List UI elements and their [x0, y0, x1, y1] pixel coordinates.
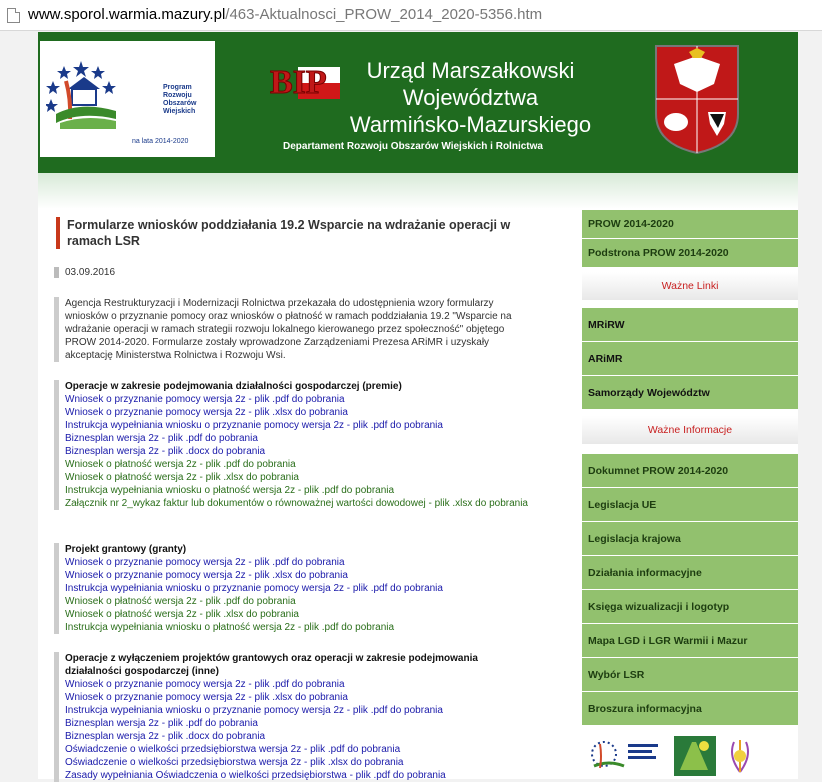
sidebar-item-samorzady[interactable]: Samorządy Województw: [582, 375, 798, 409]
download-link[interactable]: Biznesplan wersja 2z - plik .pdf do pobrania: [65, 433, 258, 444]
download-link[interactable]: Wniosek o płatność wersja 2z - plik .pdf do pobrania: [65, 459, 296, 470]
section-inne: [54, 652, 535, 782]
download-link[interactable]: Wniosek o przyznanie pomocy wersja 2z - plik .pdf do pobrania: [65, 679, 345, 690]
article-title: Formularze wniosków poddziałania 19.2 Wsparcie na wdrażanie operacji w ramach LSR: [56, 217, 537, 249]
download-link[interactable]: Wniosek o przyznanie pomocy wersja 2z - plik .xlsx do pobrania: [65, 407, 348, 418]
prow-logo-line: Program: [163, 84, 192, 91]
header-fade: [38, 173, 798, 209]
sidebar-item-arimr[interactable]: ARiMR: [582, 341, 798, 375]
sidebar-item-broszura[interactable]: Broszura informacyjna: [582, 691, 798, 725]
site-header: [38, 32, 798, 173]
page-icon: [7, 8, 20, 23]
partner-logos: [582, 732, 798, 779]
prow-small-logo[interactable]: [584, 736, 664, 776]
coat-of-arms-icon: [654, 44, 740, 155]
download-link[interactable]: Biznesplan wersja 2z - plik .docx do pobrania: [65, 731, 266, 742]
bip-logo[interactable]: [268, 57, 342, 109]
sidebar-heading-links: Ważne Linki: [582, 272, 798, 300]
download-link[interactable]: Zasady wypełniania Oświadczenia o wielkości przedsiębiorstwa - plik .pdf do pobrania: [65, 770, 446, 781]
download-link[interactable]: Instrukcja wypełniania wniosku o przyznanie pomocy wersja 2z - plik .pdf do pobrania: [65, 583, 443, 594]
download-link[interactable]: Wniosek o płatność wersja 2z - plik .pdf do pobrania: [65, 596, 296, 607]
bip-label: BIP: [270, 64, 327, 101]
section-granty: [54, 543, 535, 634]
department-name: Departament Rozwoju Obszarów Wiejskich i Rolnictwa: [283, 141, 543, 152]
section-heading: Operacje w zakresie podejmowania działalności gospodarczej (premie): [65, 381, 402, 392]
download-link[interactable]: Instrukcja wypełniania wniosku o przyznanie pomocy wersja 2z - plik .pdf do pobrania: [65, 705, 443, 716]
main-content: [38, 209, 582, 779]
address-bar[interactable]: [0, 0, 822, 31]
download-link[interactable]: Oświadczenie o wielkości przedsiębiorstwa wersja 2z - plik .xlsx do pobrania: [65, 757, 404, 768]
office-title-line: Urząd Marszałkowski: [366, 58, 575, 83]
sidebar-item-podstrona-prow[interactable]: Podstrona PROW 2014-2020: [582, 238, 798, 267]
sidebar-item-mrirw[interactable]: MRiRW: [582, 307, 798, 341]
download-link[interactable]: Wniosek o płatność wersja 2z - plik .xlsx do pobrania: [65, 472, 299, 483]
sidebar: [582, 209, 798, 779]
download-link[interactable]: Wniosek o przyznanie pomocy wersja 2z - plik .xlsx do pobrania: [65, 570, 348, 581]
download-link[interactable]: Oświadczenie o wielkości przedsiębiorstwa wersja 2z - plik .pdf do pobrania: [65, 744, 401, 755]
download-link[interactable]: Załącznik nr 2_wykaz faktur lub dokumentów o równoważnej wartości dowodowej - plik .xlsx do pobrania: [65, 498, 528, 509]
office-title-line: Województwa: [402, 85, 539, 110]
sidebar-item-legislacja-ue[interactable]: Legislacja UE: [582, 487, 798, 521]
sidebar-item-legislacja-krajowa[interactable]: Legislacja krajowa: [582, 521, 798, 555]
page-margin: [798, 32, 822, 779]
download-link[interactable]: Biznesplan wersja 2z - plik .docx do pobrania: [65, 446, 266, 457]
sidebar-item-dokument-prow[interactable]: Dokumnet PROW 2014-2020: [582, 453, 798, 487]
article-date: 03.09.2016: [54, 267, 115, 278]
download-link[interactable]: Wniosek o przyznanie pomocy wersja 2z - plik .pdf do pobrania: [65, 557, 345, 568]
leader-logo[interactable]: [674, 736, 716, 776]
office-title-line: Warmińsko-Mazurskiego: [349, 112, 592, 137]
prow-logo-line: Wiejskich: [163, 108, 196, 115]
section-heading: Operacje z wyłączeniem projektów grantowych oraz operacji w zakresie podejmowania działalności gospodarczej (inne): [65, 653, 478, 677]
prow-logo[interactable]: [40, 41, 215, 157]
prow-logo-text: [163, 84, 196, 116]
eu-stars-icon: [46, 59, 116, 129]
download-link[interactable]: Instrukcja wypełniania wniosku o płatność wersja 2z - plik .pdf do pobrania: [65, 485, 395, 496]
download-link[interactable]: Instrukcja wypełniania wniosku o przyznanie pomocy wersja 2z - plik .pdf do pobrania: [65, 420, 443, 431]
download-link[interactable]: Biznesplan wersja 2z - plik .pdf do pobrania: [65, 718, 258, 729]
sidebar-item-prow[interactable]: PROW 2014-2020: [582, 209, 798, 238]
sidebar-item-dzialania-informacyjne[interactable]: Działania informacyjne: [582, 555, 798, 589]
download-link[interactable]: Wniosek o przyznanie pomocy wersja 2z - plik .pdf do pobrania: [65, 394, 345, 405]
prow-logo-line: Obszarów: [163, 100, 197, 107]
prow-logo-line: Rozwoju: [163, 92, 192, 99]
download-link[interactable]: Instrukcja wypełniania wniosku o płatność wersja 2z - plik .pdf do pobrania: [65, 622, 395, 633]
sidebar-item-ksiega-wizualizacji[interactable]: Księga wizualizacji i logotyp: [582, 589, 798, 623]
sidebar-item-wybor-lsr[interactable]: Wybór LSR: [582, 657, 798, 691]
article-intro: Agencja Restrukturyzacji i Modernizacji Rolnictwa przekazała do udostępnienia wzory formularzy wniosków o przyznanie pomocy oraz wniosków o płatność w ramach poddziałania 19.2 "Wsparcie na wdrażanie operacji w ramach strategii rozwoju lokalnego kierowanego przez społeczność" objętego PROW 2014-2020. Formularze zostały wprowadzone Zarządzeniami Prezesa ARiMR i uzyskały akceptację Ministerstwa Rolnictwa i Rozwoju Wsi.: [54, 297, 535, 362]
sidebar-item-mapa-lgd[interactable]: Mapa LGD i LGR Warmii i Mazur: [582, 623, 798, 657]
office-title: [338, 57, 603, 138]
download-link[interactable]: Wniosek o przyznanie pomocy wersja 2z - plik .xlsx do pobrania: [65, 692, 348, 703]
prow-logo-years: na lata 2014-2020: [132, 138, 189, 145]
lgd-logo[interactable]: [720, 736, 760, 776]
section-heading: Projekt grantowy (granty): [65, 544, 187, 555]
sidebar-heading-info: Ważne Informacje: [582, 416, 798, 444]
download-link[interactable]: Wniosek o płatność wersja 2z - plik .xlsx do pobrania: [65, 609, 299, 620]
url-text[interactable]: www.sporol.warmia.mazury.pl/463-Aktualnosci_PROW_2014_2020-5356.htm: [28, 6, 543, 23]
section-premie: [54, 380, 535, 510]
